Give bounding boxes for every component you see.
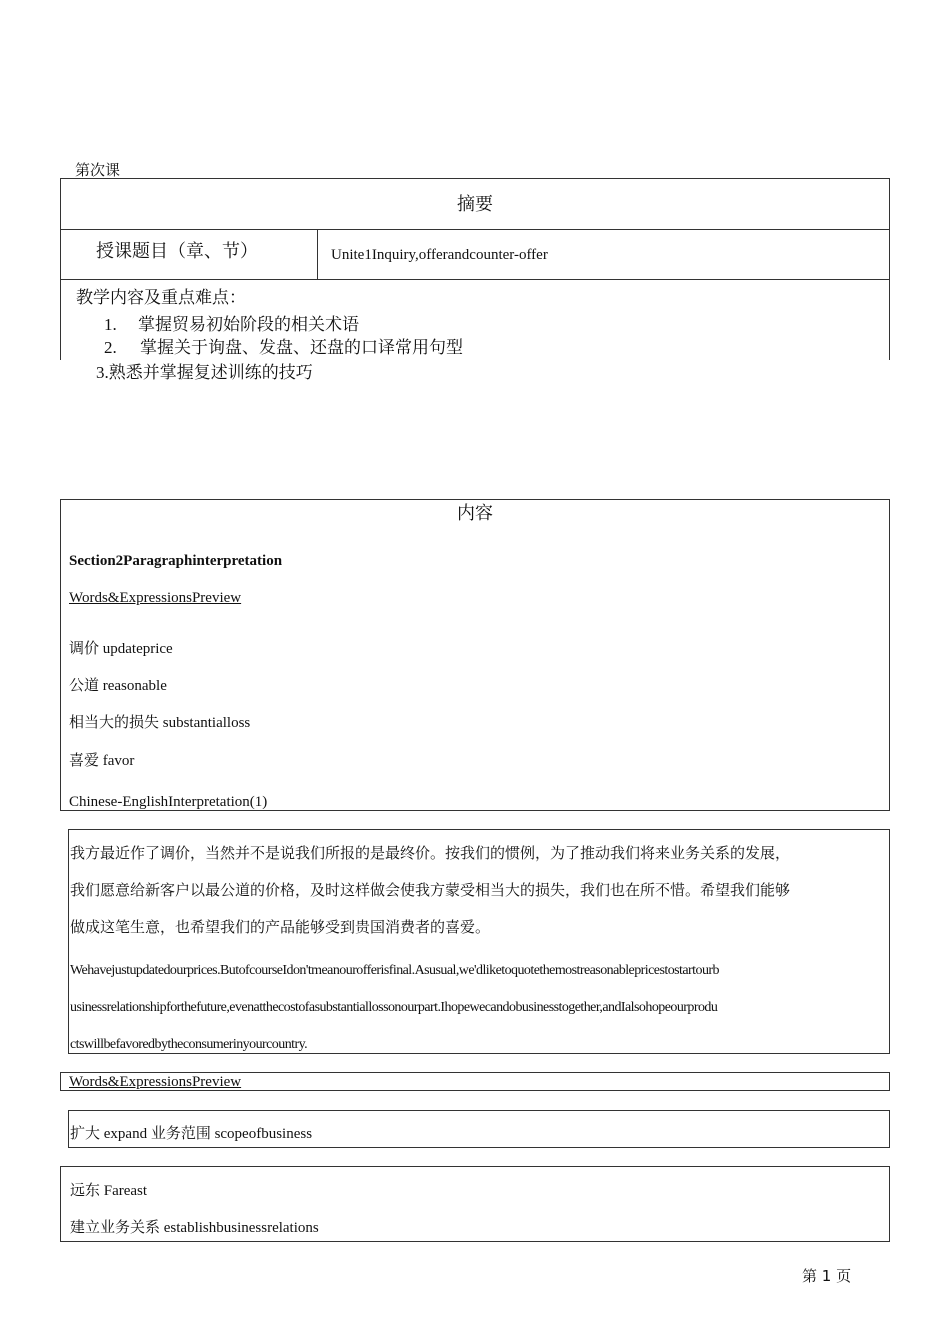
passage-chinese-line: 我们愿意给新客户以最公道的价格，及时这样做会使我方蒙受相当大的损失，我们也在所不惜。希望我们能够 [70, 883, 791, 899]
summary-title: 摘要 [457, 194, 493, 215]
topic-label: 授课题目（章、节） [96, 241, 258, 262]
section-title: Section2Paragraphinterpretation [69, 553, 283, 569]
preview-label: Words&ExpressionsPreview [69, 590, 242, 606]
interp-label: Chinese-EnglishInterpretation(1) [69, 794, 268, 810]
passage-english-line: Wehavejustupdatedourprices.ButofcourseIdon'tmeanourofferisfinal.Asusual,we'dliketoquotethemostreasonablepricestostartourb [70, 963, 719, 978]
vocab-item: 相当大的损失 substantialloss [69, 715, 251, 731]
passage-english-line: ctswillbefavoredbytheconsumerinyourcountry. [70, 1037, 308, 1052]
preview2-label: Words&ExpressionsPreview [69, 1074, 242, 1090]
passage-chinese-line: 我方最近作了调价，当然并不是说我们所报的是最终价。按我们的惯例，为了推动我们将来业务关系的发展， [70, 846, 791, 862]
key-point-1-num: 1. [104, 315, 117, 334]
passage-chinese-line: 做成这笔生意，也希望我们的产品能够受到贵国消费者的喜爱。 [70, 920, 491, 936]
vocab-line: 远东 Fareast [70, 1183, 148, 1199]
vocab-item: 喜爱 favor [69, 753, 135, 769]
topic-value: Unite1Inquiry,offerandcounter-offer [331, 247, 548, 263]
vocab-item: 调价 updateprice [69, 641, 173, 657]
passage-english-line: usinessrelationshipforthefuture,evenatthecostofasubstantiallossonourpart.Ihopewecandobusinesstogether,andIalsohopeourprodu [70, 1000, 718, 1015]
key-point-1: 掌握贸易初始阶段的相关术语 [138, 315, 359, 334]
vocab-line: 建立业务关系 establishbusinessrelations [70, 1220, 319, 1236]
vocab-line: 扩大 expand 业务范围 scopeofbusiness [70, 1126, 313, 1142]
key-point-3: 3.熟悉并掌握复述训练的技巧 [96, 363, 313, 382]
lesson-label: 第次课 [75, 161, 121, 179]
vocab-item: 公道 reasonable [69, 678, 167, 694]
key-point-2: 掌握关于询盘、发盘、还盘的口译常用句型 [140, 338, 463, 357]
key-point-2-num: 2. [104, 338, 117, 357]
content-table [60, 499, 890, 811]
key-points-heading: 教学内容及重点难点： [76, 288, 246, 308]
content-title: 内容 [457, 503, 493, 524]
page-number: 第 1 页 [802, 1267, 852, 1285]
